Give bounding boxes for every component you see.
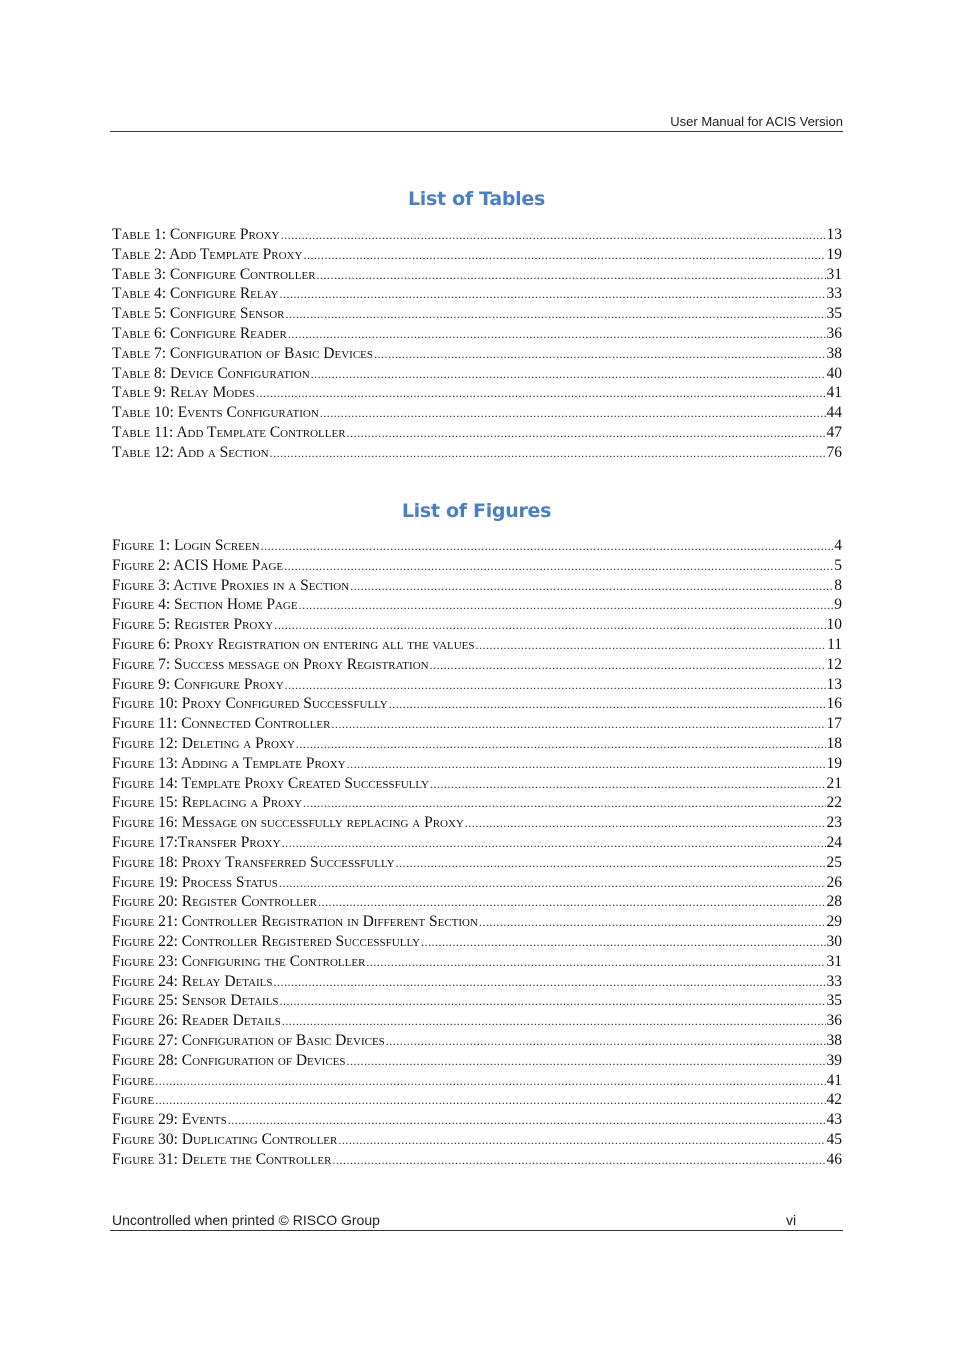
figure-entry[interactable]	[112, 635, 842, 655]
figure-entry[interactable]	[112, 813, 842, 833]
dot-leader	[479, 913, 826, 933]
dot-leader	[274, 616, 825, 636]
dot-leader	[279, 874, 826, 894]
table-entry-page-number: 36	[826, 324, 842, 342]
figure-entry[interactable]	[112, 991, 842, 1011]
figure-entry-page-number: 36	[826, 1012, 842, 1030]
table-entry-label: Table 12: Add a Section	[112, 443, 269, 461]
footer-page-number: vi	[786, 1212, 797, 1228]
figure-entry[interactable]	[112, 615, 842, 635]
figure-entry-label: Figure 20: Register Controller	[112, 893, 317, 911]
dot-leader	[389, 695, 826, 715]
figure-entry-page-number: 13	[826, 675, 842, 693]
table-entry-label: Table 1: Configure Proxy	[112, 226, 280, 243]
dot-leader	[332, 1151, 825, 1171]
figure-entry-label: Figure 25: Sensor Details	[112, 992, 279, 1010]
dot-leader	[155, 1072, 825, 1092]
dot-leader	[279, 285, 825, 305]
dot-leader	[303, 246, 825, 266]
table-entry[interactable]	[112, 324, 842, 344]
table-entry-page-number: 38	[826, 344, 842, 362]
table-entry-page-number: 31	[826, 265, 842, 283]
figure-entry-label: Figure 6: Proxy Registration on entering all the values	[112, 635, 475, 653]
figure-entry-label: Figure 14: Template Proxy Created Successfully	[112, 774, 429, 792]
dot-leader	[288, 325, 826, 345]
dot-leader	[261, 537, 834, 557]
dot-leader	[281, 226, 826, 246]
figure-entry-page-number: 18	[826, 734, 842, 752]
figure-entry-page-number: 41	[826, 1071, 842, 1089]
table-entry-page-number: 13	[826, 226, 842, 243]
figure-entry[interactable]	[112, 694, 842, 714]
figure-entry-page-number: 21	[826, 774, 842, 792]
list-of-tables-heading: List of Tables	[407, 188, 545, 210]
figure-entry[interactable]	[112, 952, 842, 972]
figure-entry[interactable]	[112, 556, 842, 576]
dot-leader	[374, 345, 826, 365]
dot-leader	[270, 444, 826, 464]
dot-leader	[386, 1032, 826, 1052]
dot-leader	[228, 1111, 826, 1131]
figures-list	[112, 536, 842, 1170]
figure-entry-page-number: 9	[834, 596, 842, 614]
table-entry-page-number: 41	[826, 384, 842, 402]
dot-leader	[476, 636, 827, 656]
figure-entry-label: Figure 19: Process Status	[112, 873, 278, 891]
tables-list	[112, 225, 842, 463]
figure-entry-page-number: 42	[826, 1091, 842, 1109]
figure-entry[interactable]	[112, 833, 842, 853]
dot-leader	[430, 656, 826, 676]
figure-entry[interactable]	[112, 1051, 842, 1071]
figure-entry-page-number: 4	[834, 537, 842, 554]
dot-leader	[274, 973, 826, 993]
dot-leader	[347, 755, 826, 775]
dot-leader	[286, 305, 826, 325]
figure-entry[interactable]	[112, 793, 842, 813]
page-header	[110, 113, 843, 132]
page-footer	[110, 1212, 843, 1231]
figure-entry-label: Figure 10: Proxy Configured Successfully	[112, 695, 388, 713]
dot-leader	[282, 834, 826, 854]
dot-leader	[256, 384, 825, 404]
figure-entry-page-number: 11	[827, 635, 842, 653]
dot-leader	[347, 1052, 826, 1072]
figure-entry-label: Figure 24: Relay Details	[112, 972, 273, 990]
figure-entry-page-number: 30	[826, 932, 842, 950]
figure-entry-label: Figure 17:Transfer Proxy	[112, 833, 281, 851]
header-title: User Manual for ACIS Version	[670, 114, 843, 129]
figure-entry-page-number: 24	[826, 833, 842, 851]
table-entry-label: Table 4: Configure Relay	[112, 285, 279, 303]
figure-entry-page-number: 19	[826, 754, 842, 772]
table-entry-page-number: 76	[826, 443, 842, 461]
figure-entry[interactable]	[112, 774, 842, 794]
table-entry[interactable]	[112, 443, 842, 463]
table-entry-label: Table 8: Device Configuration	[112, 364, 310, 382]
figure-entry-label: Figure	[112, 1071, 155, 1089]
figure-entry[interactable]	[112, 932, 842, 952]
figure-entry[interactable]	[112, 1130, 842, 1150]
figure-entry-page-number: 33	[826, 972, 842, 990]
table-entry-label: Table 5: Configure Sensor	[112, 305, 285, 323]
figure-entry-label: Figure 30: Duplicating Controller	[112, 1130, 338, 1148]
dot-leader	[299, 596, 834, 616]
figure-entry-page-number: 38	[826, 1031, 842, 1049]
figure-entry[interactable]	[112, 1090, 842, 1110]
dot-leader	[280, 992, 826, 1012]
table-entry-label: Table 11: Add Template Controller	[112, 423, 346, 441]
table-entry-page-number: 35	[826, 305, 842, 323]
figure-entry-page-number: 43	[826, 1111, 842, 1129]
footer-copyright: Uncontrolled when printed © RISCO Group	[112, 1212, 380, 1228]
figure-entry[interactable]	[112, 734, 842, 754]
figure-entry[interactable]	[112, 912, 842, 932]
figure-entry[interactable]	[112, 1071, 842, 1091]
figure-entry-label: Figure 15: Replacing a Proxy	[112, 794, 302, 812]
figure-entry-label: Figure 13: Adding a Template Proxy	[112, 754, 346, 772]
figure-entry[interactable]	[112, 655, 842, 675]
figure-entry-page-number: 39	[826, 1051, 842, 1069]
figure-entry[interactable]	[112, 892, 842, 912]
dot-leader	[318, 893, 826, 913]
figure-entry-label: Figure 28: Configuration of Devices	[112, 1051, 346, 1069]
figure-entry-label: Figure 11: Connected Controller	[112, 715, 331, 733]
figure-entry[interactable]	[112, 1031, 842, 1051]
table-entry-label: Table 10: Events Configuration	[112, 404, 319, 422]
table-entry[interactable]	[112, 364, 842, 384]
dot-leader	[350, 577, 833, 597]
table-entry-label: Table 3: Configure Controller	[112, 265, 316, 283]
figure-entry-page-number: 46	[826, 1150, 842, 1168]
dot-leader	[366, 953, 825, 973]
figure-entry-label: Figure 23: Configuring the Controller	[112, 952, 366, 970]
figure-entry[interactable]	[112, 576, 842, 596]
table-entry-page-number: 44	[826, 404, 842, 422]
figure-entry-page-number: 8	[834, 576, 842, 594]
table-entry[interactable]	[112, 383, 842, 403]
figure-entry-page-number: 35	[826, 992, 842, 1010]
table-entry-page-number: 19	[826, 245, 842, 263]
figure-entry-label: Figure 31: Delete the Controller	[112, 1150, 332, 1168]
figure-entry-label: Figure 2: ACIS Home Page	[112, 556, 284, 574]
dot-leader	[317, 266, 826, 286]
figure-entry-page-number: 45	[826, 1130, 842, 1148]
figure-entry-label: Figure 21: Controller Registration in Different Section	[112, 913, 478, 931]
dot-leader	[296, 735, 826, 755]
figure-entry[interactable]	[112, 972, 842, 992]
table-entry[interactable]	[112, 423, 842, 443]
figure-entry-label: Figure 7: Success message on Proxy Registration	[112, 655, 429, 673]
dot-leader	[285, 676, 826, 696]
table-entry-label: Table 6: Configure Reader	[112, 324, 287, 342]
dot-leader	[396, 854, 826, 874]
table-entry[interactable]	[112, 245, 842, 265]
figure-entry-label: Figure	[112, 1091, 155, 1109]
dot-leader	[320, 404, 826, 424]
figure-entry-page-number: 16	[826, 695, 842, 713]
figure-entry-page-number: 22	[826, 794, 842, 812]
figure-entry-page-number: 29	[826, 913, 842, 931]
dot-leader	[347, 424, 826, 444]
figure-entry-label: Figure 1: Login Screen	[112, 537, 260, 554]
dot-leader	[282, 1012, 826, 1032]
figure-entry-label: Figure 26: Reader Details	[112, 1012, 281, 1030]
dot-leader	[155, 1091, 825, 1111]
figure-entry-label: Figure 4: Section Home Page	[112, 596, 298, 614]
dot-leader	[465, 814, 826, 834]
table-entry[interactable]	[112, 265, 842, 285]
table-entry-label: Table 2: Add Template Proxy	[112, 245, 303, 263]
figure-entry[interactable]	[112, 1150, 842, 1170]
dot-leader	[311, 365, 826, 385]
dot-leader	[430, 775, 826, 795]
figure-entry[interactable]	[112, 754, 842, 774]
figure-entry-page-number: 26	[826, 873, 842, 891]
figure-entry[interactable]	[112, 1110, 842, 1130]
dot-leader	[331, 715, 825, 735]
table-entry-page-number: 47	[826, 423, 842, 441]
table-entry[interactable]	[112, 403, 842, 423]
figure-entry[interactable]	[112, 595, 842, 615]
figure-entry-label: Figure 18: Proxy Transferred Successfully	[112, 853, 395, 871]
list-of-figures-heading: List of Figures	[401, 500, 552, 522]
figure-entry-label: Figure 22: Controller Registered Successfully	[112, 932, 421, 950]
figure-entry-page-number: 17	[826, 715, 842, 733]
dot-leader	[338, 1131, 825, 1151]
figure-entry[interactable]	[112, 873, 842, 893]
figure-entry[interactable]	[112, 675, 842, 695]
figure-entry-page-number: 5	[834, 556, 842, 574]
figure-entry-page-number: 12	[826, 655, 842, 673]
figure-entry-label: Figure 16: Message on successfully replacing a Proxy	[112, 814, 464, 832]
figure-entry[interactable]	[112, 853, 842, 873]
figure-entry-label: Figure 9: Configure Proxy	[112, 675, 284, 693]
table-entry-page-number: 40	[826, 364, 842, 382]
figure-entry-label: Figure 3: Active Proxies in a Section	[112, 576, 350, 594]
table-entry-label: Table 9: Relay Modes	[112, 384, 256, 402]
table-entry[interactable]	[112, 344, 842, 364]
figure-entry-label: Figure 5: Register Proxy	[112, 616, 274, 634]
figure-entry-page-number: 25	[826, 853, 842, 871]
figure-entry-page-number: 31	[826, 952, 842, 970]
figure-entry-label: Figure 29: Events	[112, 1111, 227, 1129]
figure-entry-label: Figure 12: Deleting a Proxy	[112, 734, 295, 752]
figure-entry[interactable]	[112, 536, 842, 556]
dot-leader	[421, 933, 825, 953]
dot-leader	[284, 557, 833, 577]
table-entry[interactable]	[112, 284, 842, 304]
table-entry[interactable]	[112, 225, 842, 245]
figure-entry-label: Figure 27: Configuration of Basic Devices	[112, 1031, 385, 1049]
table-entry[interactable]	[112, 304, 842, 324]
dot-leader	[303, 794, 826, 814]
table-entry-label: Table 7: Configuration of Basic Devices	[112, 344, 373, 362]
figure-entry-page-number: 23	[826, 814, 842, 832]
figure-entry-page-number: 10	[826, 616, 842, 634]
table-entry-page-number: 33	[826, 285, 842, 303]
figure-entry[interactable]	[112, 1011, 842, 1031]
figure-entry-page-number: 28	[826, 893, 842, 911]
figure-entry[interactable]	[112, 714, 842, 734]
